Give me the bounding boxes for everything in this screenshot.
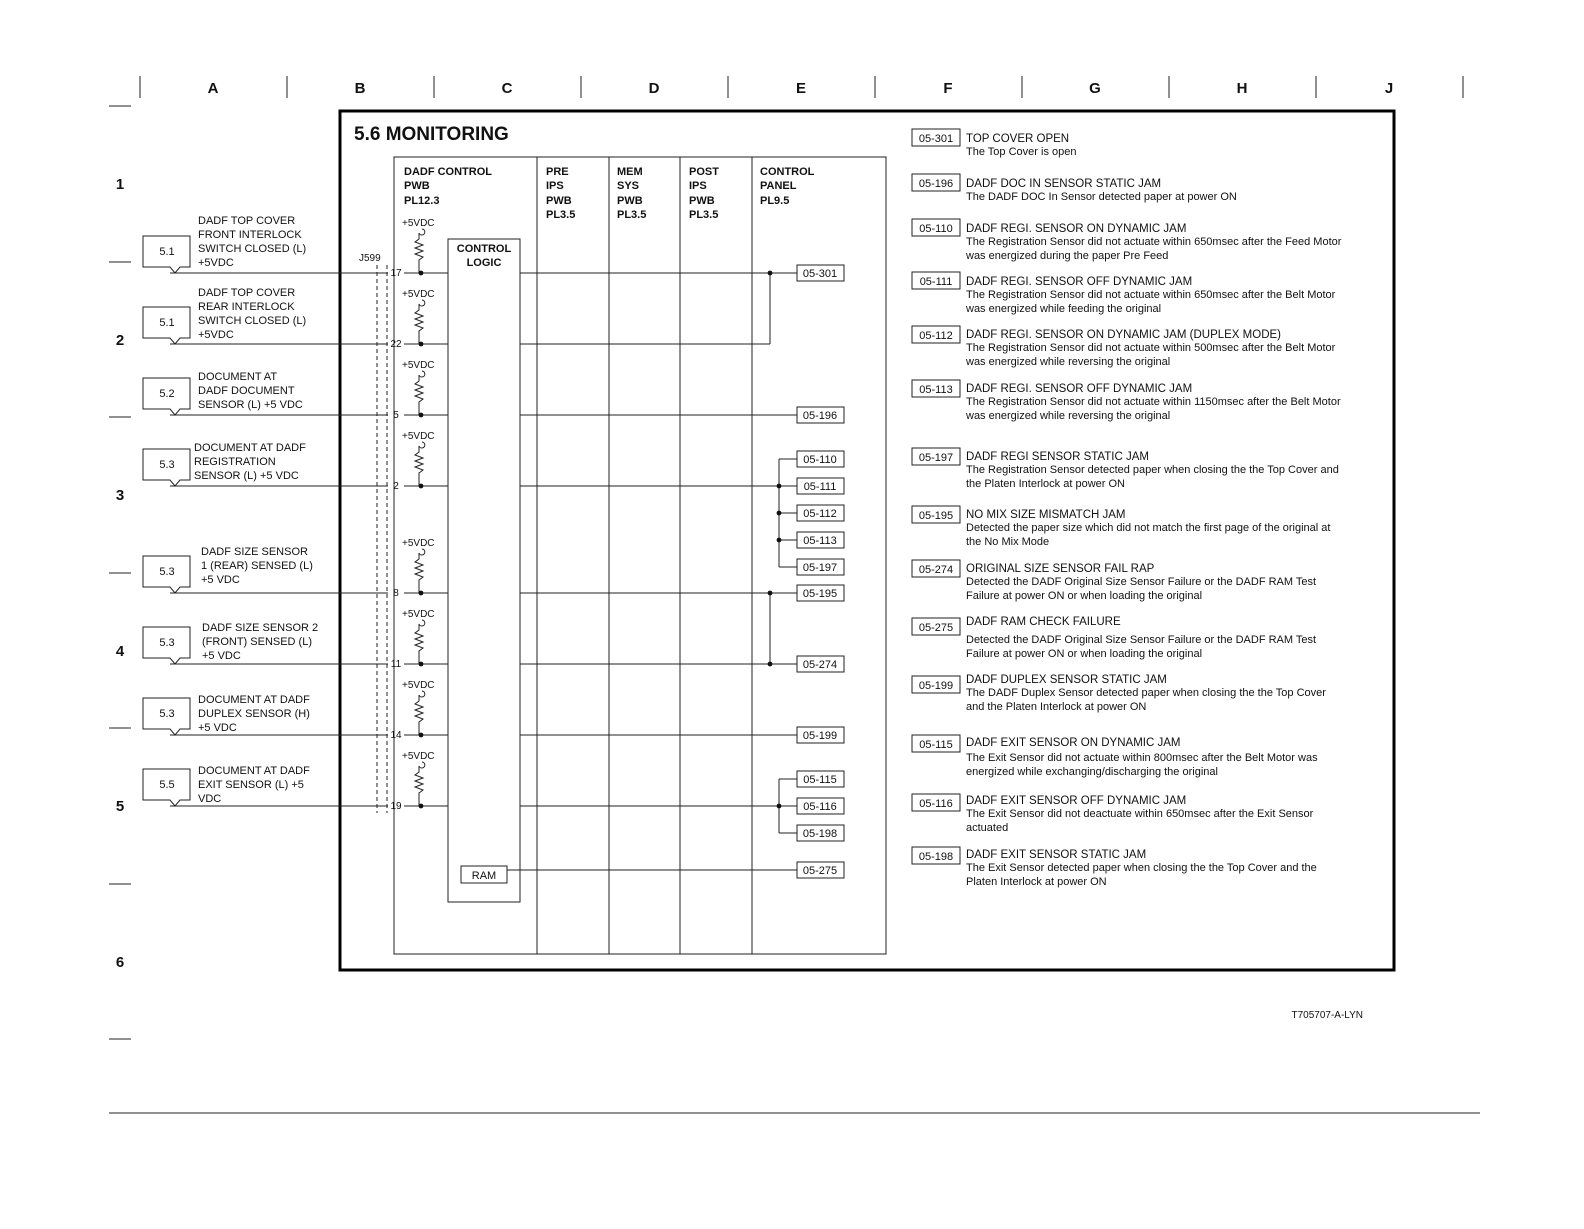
svg-text:05-111: 05-111: [919, 276, 953, 288]
sensor-ref: 5.1: [159, 317, 175, 329]
sensor-label: (FRONT) SENSED (L): [202, 636, 312, 648]
svg-text:The Registration Sensor did no: The Registration Sensor did not actuate within 650msec after the Belt Motor: [966, 289, 1336, 301]
column-label: E: [795, 80, 807, 97]
pin-number: 19: [390, 801, 402, 812]
sensor-label: REAR INTERLOCK: [198, 301, 295, 313]
svg-text:The Registration Sensor did no: The Registration Sensor did not actuate within 650msec after the Feed Motor: [966, 236, 1342, 248]
legend-entry: [912, 448, 1339, 490]
sensor-label: DADF TOP COVER: [198, 287, 296, 299]
svg-text:05-301: 05-301: [802, 268, 838, 280]
sensor-input-row: [143, 609, 448, 670]
svg-text:the No Mix Mode: the No Mix Mode: [966, 536, 1050, 548]
pin-number: 2: [393, 481, 399, 492]
output-wiring: [507, 271, 797, 870]
svg-text:05-275: 05-275: [918, 622, 954, 634]
svg-text:The Registration Sensor detect: The Registration Sensor detected paper when closing the the Top Cover and: [966, 464, 1339, 476]
row-label: 3: [115, 487, 125, 504]
sensor-label: DADF DOCUMENT: [198, 385, 295, 397]
svg-text:The Registration Sensor did no: The Registration Sensor did not actuate within 500msec after the Belt Motor: [966, 342, 1336, 354]
svg-text:05-197: 05-197: [918, 452, 954, 464]
sensor-input-row: [143, 431, 448, 492]
svg-text:DADF EXIT SENSOR STATIC JAM: DADF EXIT SENSOR STATIC JAM: [966, 849, 1147, 861]
svg-text:Detected the DADF Original Siz: Detected the DADF Original Size Sensor Failure or the DADF RAM Test: [966, 576, 1317, 588]
supply-label: +5VDC: [402, 218, 435, 229]
sensor-ref: 5.1: [159, 246, 175, 258]
svg-text:was energized while reversing: was energized while reversing the original: [966, 410, 1171, 422]
row-label: 4: [115, 643, 125, 660]
sensor-ref: 5.2: [159, 388, 175, 400]
row-label: 2: [115, 332, 125, 349]
fault-code-box: [797, 265, 844, 281]
sensor-input-row: [143, 360, 448, 421]
svg-text:NO MIX SIZE MISMATCH JAM: NO MIX SIZE MISMATCH JAM: [966, 509, 1126, 521]
svg-text:The Exit Sensor did not deactu: The Exit Sensor did not deactuate within 650msec after the Exit Sensor: [966, 808, 1314, 820]
svg-text:Failure at power ON or when lo: Failure at power ON or when loading the original: [966, 648, 1203, 660]
svg-text:was energized while reversing: was energized while reversing the original: [966, 356, 1171, 368]
pin-number: 5: [393, 410, 399, 421]
legend-entry: [912, 174, 1237, 203]
svg-text:DADF REGI. SENSOR ON DYNAMIC J: DADF REGI. SENSOR ON DYNAMIC JAM (DUPLEX MODE): [966, 329, 1282, 341]
svg-text:05-196: 05-196: [918, 178, 954, 190]
svg-text:DADF EXIT SENSOR OFF DYNAMIC J: DADF EXIT SENSOR OFF DYNAMIC JAM: [966, 795, 1187, 807]
svg-text:05-112: 05-112: [803, 508, 837, 520]
fault-code-box: [797, 825, 844, 841]
legend-entry: [912, 560, 1316, 602]
svg-text:05-195: 05-195: [918, 510, 954, 522]
svg-text:DADF REGI SENSOR STATIC JAM: DADF REGI SENSOR STATIC JAM: [966, 451, 1149, 463]
svg-text:and the Platen Interlock at po: and the Platen Interlock at power ON: [966, 701, 1147, 713]
pin-number: 17: [390, 268, 402, 279]
svg-text:05-274: 05-274: [918, 564, 954, 576]
board-panel-pl: PL9.5: [760, 195, 790, 207]
legend-entry: [912, 674, 1326, 713]
fault-code-box: [797, 585, 844, 601]
sensor-label: DADF TOP COVER: [198, 215, 296, 227]
svg-text:05-199: 05-199: [918, 680, 954, 692]
sensor-input-row: [143, 538, 448, 599]
svg-text:DADF RAM CHECK FAILURE: DADF RAM CHECK FAILURE: [966, 616, 1121, 628]
svg-text:The Exit Sensor did not actuat: The Exit Sensor did not actuate within 800msec after the Belt Motor was: [966, 752, 1318, 764]
fault-code-box: [797, 451, 844, 467]
sensor-label: VDC: [198, 793, 222, 805]
board-panel-type: PANEL: [760, 180, 797, 192]
legend-entry: [912, 219, 1342, 262]
fault-code-box: [797, 727, 844, 743]
row-label: 5: [115, 798, 125, 815]
svg-text:05-198: 05-198: [918, 851, 954, 863]
svg-text:05-301: 05-301: [918, 133, 954, 145]
page-title: 5.6 MONITORING: [354, 124, 509, 145]
column-label: F: [943, 80, 953, 97]
row-label: 1: [115, 176, 125, 193]
svg-text:05-275: 05-275: [802, 865, 838, 877]
sensor-ref: 5.3: [159, 708, 175, 720]
supply-label: +5VDC: [402, 431, 435, 442]
board-post-ips: IPS: [689, 180, 707, 192]
sensor-label: +5VDC: [198, 329, 234, 341]
sensor-label: DOCUMENT AT DADF: [194, 442, 306, 454]
control-logic-block: [448, 239, 520, 902]
board-pre-pl: PL3.5: [546, 209, 576, 221]
column-labels: [208, 80, 1394, 97]
figure-id: T705707-A-LYN: [1291, 1010, 1363, 1021]
svg-text:TOP COVER OPEN: TOP COVER OPEN: [966, 133, 1070, 145]
supply-label: +5VDC: [402, 751, 435, 762]
grid-frame: [109, 76, 1480, 1113]
pin-number: 22: [390, 339, 402, 350]
column-label: D: [648, 80, 660, 97]
svg-text:The DADF DOC In Sensor detecte: The DADF DOC In Sensor detected paper at power ON: [966, 191, 1237, 203]
sensor-label: REGISTRATION: [194, 456, 276, 468]
fault-code-box: [797, 559, 844, 575]
svg-text:05-110: 05-110: [803, 454, 837, 466]
svg-text:05-116: 05-116: [919, 798, 953, 810]
pin-number: 8: [393, 588, 399, 599]
fault-code-box: [797, 407, 844, 423]
sensor-ref: 5.5: [159, 779, 175, 791]
board-post-pl: PL3.5: [689, 209, 719, 221]
sensor-input-row: [143, 751, 448, 812]
sensor-label: +5VDC: [198, 257, 234, 269]
supply-label: +5VDC: [402, 680, 435, 691]
legend-entry: [912, 380, 1341, 422]
sensor-inputs: [143, 215, 448, 812]
svg-text:was energized while feeding th: was energized while feeding the original: [966, 303, 1162, 315]
sensor-input-row: [143, 215, 448, 279]
svg-text:05-199: 05-199: [802, 730, 838, 742]
svg-text:05-195: 05-195: [802, 588, 838, 600]
svg-text:05-196: 05-196: [802, 410, 838, 422]
sensor-label: SWITCH CLOSED (L): [198, 243, 307, 255]
svg-text:Detected the DADF Original Siz: Detected the DADF Original Size Sensor Failure or the DADF RAM Test: [966, 634, 1317, 646]
sensor-label: DOCUMENT AT: [198, 371, 278, 383]
column-label: B: [354, 80, 366, 97]
fault-code-box: [797, 478, 844, 494]
svg-text:DADF REGI. SENSOR OFF DYNAMIC: DADF REGI. SENSOR OFF DYNAMIC JAM: [966, 276, 1193, 288]
column-label: J: [1384, 80, 1394, 97]
svg-text:DADF DOC IN SENSOR STATIC JAM: DADF DOC IN SENSOR STATIC JAM: [966, 178, 1162, 190]
svg-text:The Top Cover is open: The Top Cover is open: [966, 146, 1077, 158]
control-logic-label: CONTROL: [456, 243, 512, 255]
supply-label: +5VDC: [402, 609, 435, 620]
sensor-label: DADF SIZE SENSOR: [201, 546, 308, 558]
svg-text:05-115: 05-115: [803, 774, 837, 786]
legend-entry: [912, 272, 1336, 315]
column-label: G: [1089, 80, 1101, 97]
sensor-ref: 5.3: [159, 637, 175, 649]
control-logic-label: LOGIC: [466, 257, 502, 269]
svg-text:05-115: 05-115: [919, 739, 953, 751]
legend-entry: [912, 616, 1316, 660]
board-post-type: PWB: [689, 195, 715, 207]
svg-text:DADF REGI. SENSOR ON DYNAMIC J: DADF REGI. SENSOR ON DYNAMIC JAM: [966, 223, 1187, 235]
svg-text:was energized during the paper: was energized during the paper Pre Feed: [966, 250, 1169, 262]
sensor-label: FRONT INTERLOCK: [198, 229, 302, 241]
supply-label: +5VDC: [402, 360, 435, 371]
fault-code-box: [797, 862, 844, 878]
sensor-input-row: [143, 680, 448, 741]
svg-text:05-111: 05-111: [803, 481, 837, 493]
legend-entry: [912, 129, 1076, 158]
sensor-label: 1 (REAR) SENSED (L): [201, 560, 313, 572]
fault-code-box: [797, 771, 844, 787]
svg-text:05-116: 05-116: [803, 801, 837, 813]
board-dadf-name: DADF CONTROL: [404, 166, 492, 178]
sensor-label: DOCUMENT AT DADF: [198, 765, 310, 777]
column-label: C: [501, 80, 513, 97]
sensor-label: +5 VDC: [198, 722, 237, 734]
fault-legend: [912, 129, 1342, 888]
svg-text:05-113: 05-113: [803, 535, 837, 547]
board-post-name: POST: [689, 166, 719, 178]
board-pre-name: PRE: [546, 166, 569, 178]
svg-text:05-197: 05-197: [802, 562, 838, 574]
svg-text:DADF EXIT SENSOR ON DYNAMIC JA: DADF EXIT SENSOR ON DYNAMIC JAM: [966, 737, 1181, 749]
svg-text:05-112: 05-112: [919, 330, 953, 342]
sensor-label: +5 VDC: [202, 650, 241, 662]
svg-text:Platen Interlock at power ON: Platen Interlock at power ON: [966, 876, 1107, 888]
sensor-label: DUPLEX SENSOR (H): [198, 708, 310, 720]
connector-label: J599: [359, 253, 381, 264]
sensor-label: DOCUMENT AT DADF: [198, 694, 310, 706]
sensor-input-row: [143, 287, 448, 350]
svg-text:The DADF Duplex Sensor detecte: The DADF Duplex Sensor detected paper when closing the the Top Cover: [966, 687, 1326, 699]
legend-entry: [912, 847, 1317, 888]
pin-number: 11: [390, 659, 402, 670]
sensor-label: SENSOR (L) +5 VDC: [194, 470, 299, 482]
svg-text:05-110: 05-110: [919, 223, 953, 235]
board-dadf-pl: PL12.3: [404, 195, 440, 207]
board-mem-sys: SYS: [617, 180, 640, 192]
board-panel-name: CONTROL: [760, 166, 815, 178]
legend-entry: [912, 506, 1330, 548]
sensor-label: EXIT SENSOR (L) +5: [198, 779, 304, 791]
legend-entry: [912, 735, 1318, 778]
column-label: H: [1236, 80, 1248, 97]
fault-code-box: [797, 505, 844, 521]
board-mem-type: PWB: [617, 195, 643, 207]
svg-text:DADF REGI. SENSOR OFF DYNAMIC: DADF REGI. SENSOR OFF DYNAMIC JAM: [966, 383, 1193, 395]
connector-j599: [359, 253, 387, 813]
legend-entry: [912, 794, 1314, 834]
svg-text:ORIGINAL SIZE SENSOR FAIL RAP: ORIGINAL SIZE SENSOR FAIL RAP: [966, 563, 1155, 575]
sensor-ref: 5.3: [159, 566, 175, 578]
legend-entry: [912, 326, 1336, 368]
fault-code-box: [797, 656, 844, 672]
svg-text:Failure at power ON or when lo: Failure at power ON or when loading the original: [966, 590, 1203, 602]
row-label: 6: [115, 954, 125, 971]
svg-text:actuated: actuated: [966, 822, 1009, 834]
board-mem-pl: PL3.5: [617, 209, 647, 221]
supply-label: +5VDC: [402, 289, 435, 300]
board-pre-type: PWB: [546, 195, 572, 207]
svg-text:05-198: 05-198: [802, 828, 838, 840]
svg-text:Detected the paper size which: Detected the paper size which did not match the first page of the original at: [966, 522, 1331, 534]
pin-number: 14: [390, 730, 402, 741]
svg-text:DADF DUPLEX SENSOR STATIC JAM: DADF DUPLEX SENSOR STATIC JAM: [966, 674, 1167, 686]
sensor-label: +5 VDC: [201, 574, 240, 586]
svg-text:05-274: 05-274: [802, 659, 838, 671]
svg-text:The Registration Sensor did no: The Registration Sensor did not actuate within 1150msec after the Belt Motor: [966, 396, 1341, 408]
board-pre-ips: IPS: [546, 180, 564, 192]
ram-label: RAM: [471, 870, 497, 882]
fault-code-boxes: [797, 265, 844, 878]
supply-label: +5VDC: [402, 538, 435, 549]
svg-text:The Exit Sensor detected paper: The Exit Sensor detected paper when closing the the Top Cover and the: [966, 862, 1317, 874]
board-dadf-type: PWB: [404, 180, 430, 192]
sensor-ref: 5.3: [159, 459, 175, 471]
sensor-label: SWITCH CLOSED (L): [198, 315, 307, 327]
svg-text:energized while exchanging/dis: energized while exchanging/discharging the original: [966, 766, 1218, 778]
column-label: A: [207, 80, 219, 97]
sensor-label: DADF SIZE SENSOR 2: [202, 622, 319, 634]
svg-text:05-113: 05-113: [919, 384, 953, 396]
fault-code-box: [797, 798, 844, 814]
board-mem-name: MEM: [617, 166, 643, 178]
svg-text:the Platen Interlock at power: the Platen Interlock at power ON: [966, 478, 1125, 490]
fault-code-box: [797, 532, 844, 548]
sensor-label: SENSOR (L) +5 VDC: [198, 399, 303, 411]
